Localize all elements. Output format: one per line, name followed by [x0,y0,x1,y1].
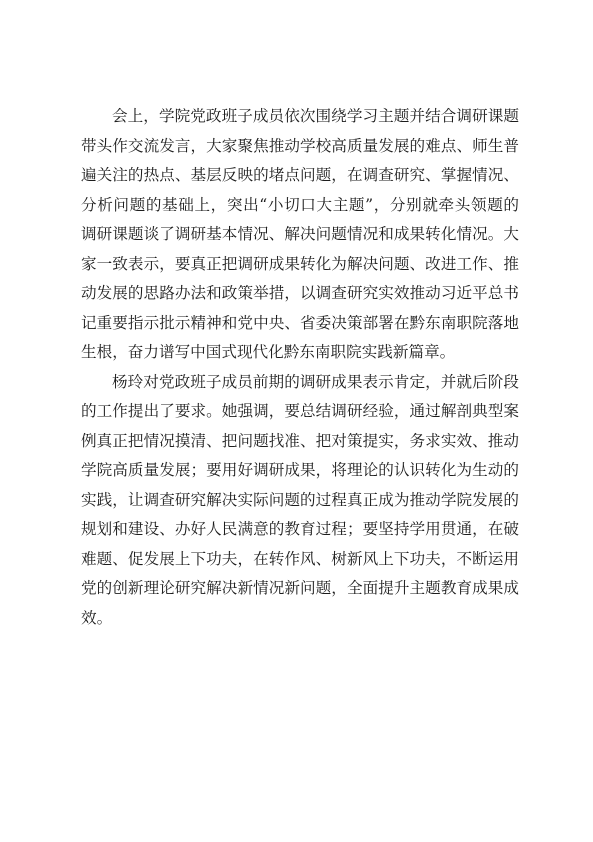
text-line: 杨玲对党政班子成员前期的调研成果表示肯定，并就后阶段 [112,372,519,391]
text-line: 规划和建设、办好人民满意的教育过程；要坚持学用贯通，在破 [81,520,519,538]
text-line: 记重要指示批示精神和党中央、省委决策部署在黔东南职院落地 [81,313,519,332]
text-line: 实践，让调查研究解决实际问题的过程真正成为推动学院发展的 [81,490,519,509]
text-line: 会上，学院党政班子成员依次围绕学习主题并结合调研课题 [112,107,519,125]
text-line: 效。 [81,608,113,627]
text-line: 党的创新理论研究解决新情况新问题，全面提升主题教育成果成 [81,579,519,597]
text-line: 学院高质量发展；要用好调研成果，将理论的认识转化为生动的 [81,461,519,479]
text-line: 动发展的思路办法和政策举措，以调查研究实效推动习近平总书 [81,284,519,302]
text-line: 遍关注的热点、基层反映的堵点问题，在调查研究、掌握情况、 [81,166,519,184]
body-text [81,102,519,633]
text-line: 调研课题谈了调研基本情况、解决问题情况和成果转化情况。大 [81,225,519,243]
paragraph-meeting-exchange [81,102,519,368]
text-line: 家一致表示，要真正把调研成果转化为解决问题、改进工作、推 [81,254,519,273]
text-line: 难题、促发展上下功夫，在转作风、树新风上下功夫，不断运用 [81,549,519,568]
paragraph-yang-ling-remarks [81,368,519,634]
text-line: 带头作交流发言，大家聚焦推动学校高质量发展的难点、师生普 [81,136,519,155]
text-line: 例真正把情况摸清、把问题找准、把对策提实，务求实效、推动 [81,431,519,450]
text-line: 分析问题的基础上，突出“小切口大主题”，分别就牵头领题的 [81,195,519,214]
text-line: 生根，奋力谱写中国式现代化黔东南职院实践新篇章。 [81,343,456,361]
text-line: 的工作提出了要求。她强调，要总结调研经验，通过解剖典型案 [81,402,519,420]
